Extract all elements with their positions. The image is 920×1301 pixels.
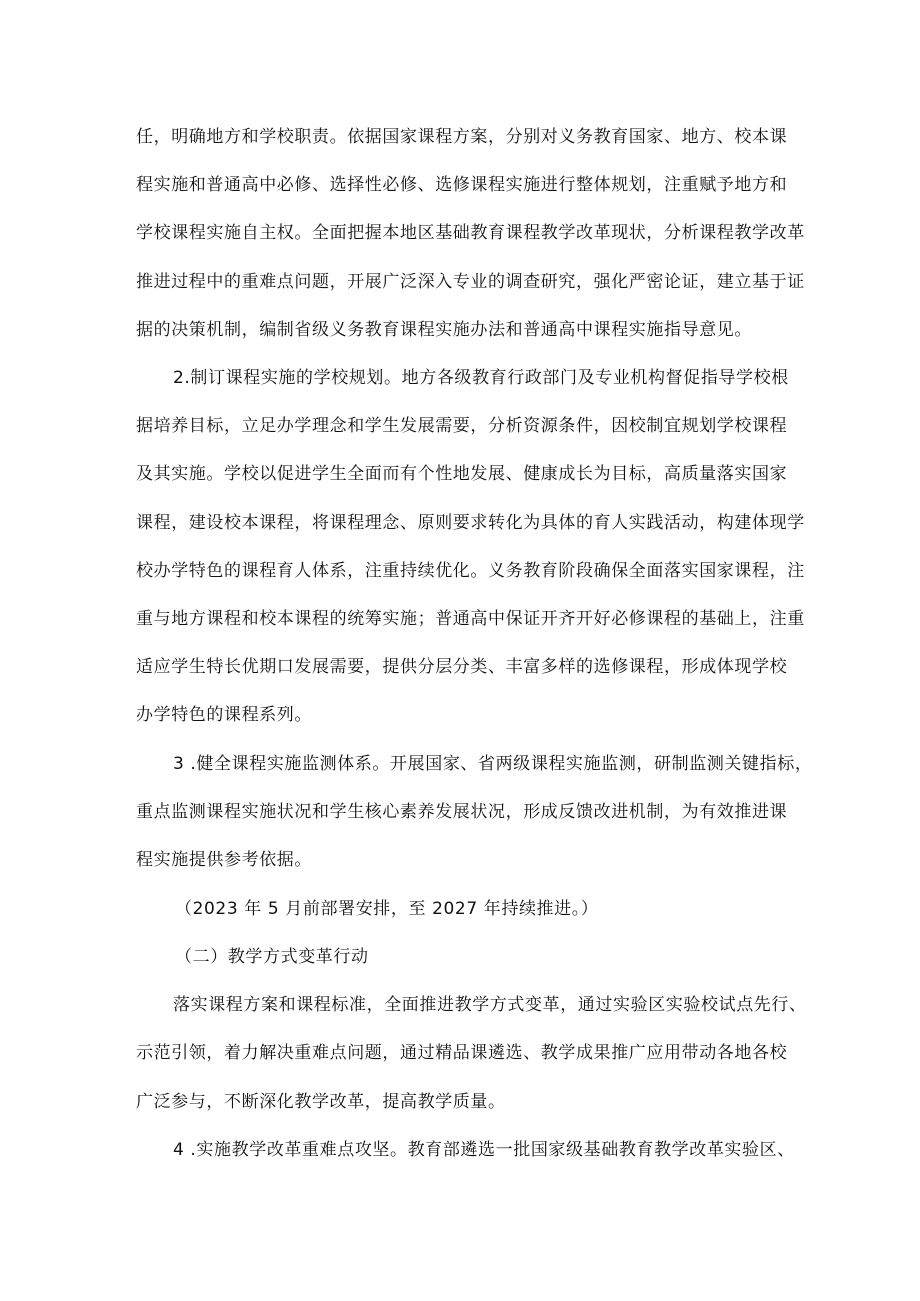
text-line: 据的决策机制，编制省级义务教育课程实施办法和普通高中课程实施指导意见。	[136, 320, 752, 340]
text-line: 广泛参与，不断深化教学改革，提高教学质量。	[136, 1092, 506, 1112]
text-line: 据培养目标，立足办学理念和学生发展需要，分析资源条件，因校制宜规划学校课程	[136, 416, 788, 436]
text-line: 4 .实施教学改革重难点攻坚。教育部遴选一批国家级基础教育教学改革实验区、	[173, 1140, 795, 1160]
text-line: 学校课程实施自主权。全面把握本地区基础教育课程教学改革现状，分析课程教学改革	[136, 223, 805, 243]
text-line: （2023 年 5 月前部署安排，至 2027 年持续推进。）	[175, 899, 599, 919]
text-line: 程实施提供参考依据。	[136, 850, 312, 870]
text-line: 3 .健全课程实施监测体系。开展国家、省两级课程实施监测，研制监测关键指标，	[173, 754, 813, 774]
text-line: 重与地方课程和校本课程的统筹实施；普通高中保证开齐开好必修课程的基础上，注重	[136, 609, 805, 629]
section-heading: （二）教学方式变革行动	[175, 947, 369, 967]
text-line: 示范引领，着力解决重难点问题，通过精品课遴选、教学成果推广应用带动各地各校	[136, 1043, 788, 1063]
text-line: 落实课程方案和课程标准，全面推进教学方式变革，通过实验区实验校试点先行、	[173, 995, 807, 1015]
text-line: 课程，建设校本课程，将课程理念、原则要求转化为具体的育人实践活动，构建体现学	[136, 513, 805, 533]
text-line: 及其实施。学校以促进学生全面而有个性地发展、健康成长为目标，高质量落实国家	[136, 464, 788, 484]
text-line: 推进过程中的重难点问题，开展广泛深入专业的调查研究，强化严密论证，建立基于证	[136, 272, 805, 292]
text-line: 任，明确地方和学校职责。依据国家课程方案，分别对义务教育国家、地方、校本课	[136, 127, 788, 147]
text-line: 办学特色的课程系列。	[136, 705, 312, 725]
text-line: 适应学生特长优期口发展需要，提供分层分类、丰富多样的选修课程，形成体现学校	[136, 657, 788, 677]
text-line: 2.制订课程实施的学校规划。地方各级教育行政部门及专业机构督促指导学校根	[173, 368, 789, 388]
text-line: 校办学特色的课程育人体系，注重持续优化。义务教育阶段确保全面落实国家课程，注	[136, 561, 805, 581]
text-line: 重点监测课程实施状况和学生核心素养发展状况，形成反馈改进机制，为有效推进课	[136, 802, 788, 822]
text-line: 程实施和普通高中必修、选择性必修、选修课程实施进行整体规划，注重赋予地方和	[136, 175, 788, 195]
